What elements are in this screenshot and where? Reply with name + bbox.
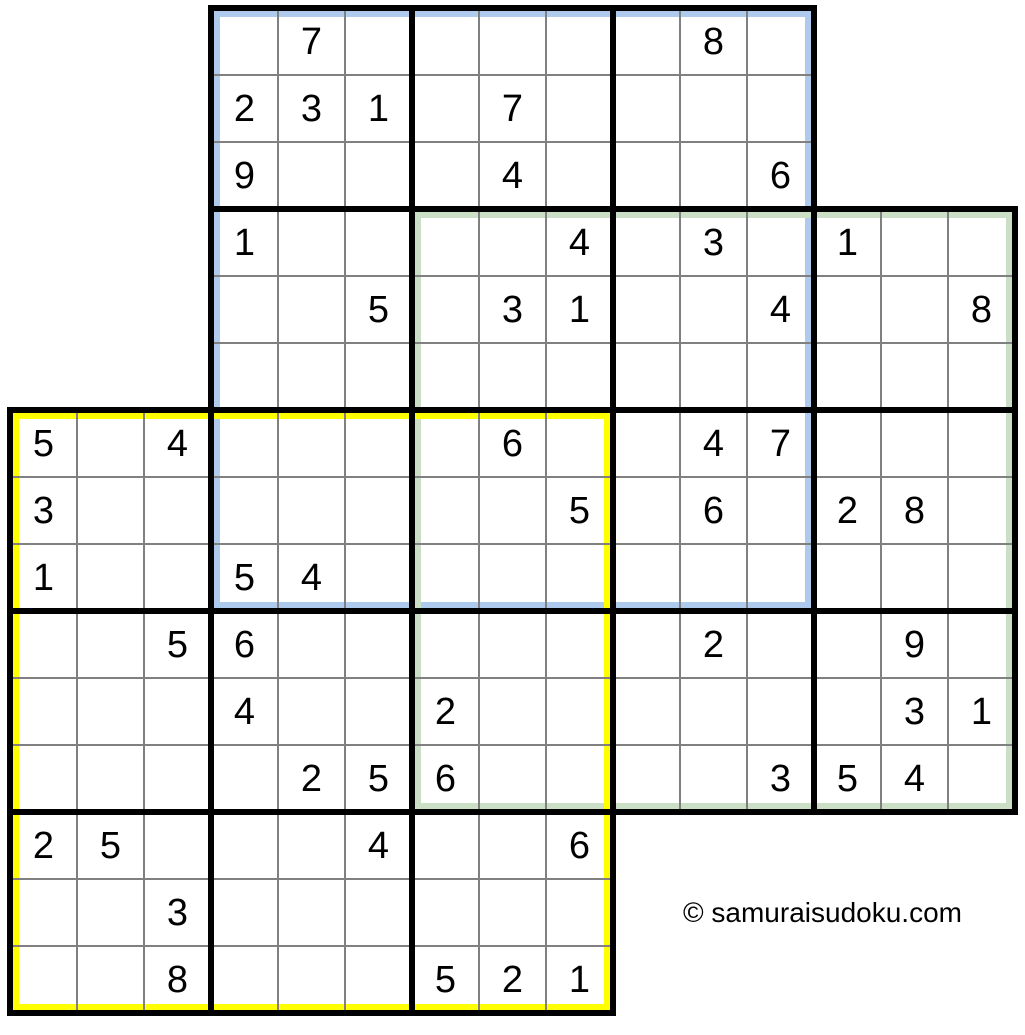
cell-r6c12[interactable]: [814, 410, 881, 477]
cell-r6c4[interactable]: [278, 410, 345, 477]
cell-r4c4[interactable]: [278, 276, 345, 343]
given-digit: 5: [434, 958, 457, 1001]
cell-r11c13: [881, 745, 948, 812]
given-digit: 5: [367, 288, 390, 331]
cell-r12c3[interactable]: [211, 812, 278, 879]
cell-r14c8: [546, 946, 613, 1013]
cell-r2c11: [747, 142, 814, 209]
cell-r3c7[interactable]: [479, 209, 546, 276]
given-digit: 3: [903, 690, 926, 733]
given-digit: 2: [501, 958, 524, 1001]
cell-r0c5[interactable]: [345, 8, 412, 75]
cell-r5c4[interactable]: [278, 343, 345, 410]
cell-r14c0[interactable]: [10, 946, 77, 1013]
cell-r8c0: [10, 544, 77, 611]
cell-r11c4: [278, 745, 345, 812]
cell-r3c12: [814, 209, 881, 276]
given-digit: 2: [300, 757, 323, 800]
cell-r8c4: [278, 544, 345, 611]
cell-r7c1[interactable]: [77, 477, 144, 544]
given-digit: 5: [32, 422, 55, 465]
given-digit: 1: [970, 690, 993, 733]
cell-r4c9[interactable]: [613, 276, 680, 343]
cell-r6c11: [747, 410, 814, 477]
given-digit: 3: [501, 288, 524, 331]
cell-r2c5[interactable]: [345, 142, 412, 209]
cell-r13c3[interactable]: [211, 879, 278, 946]
given-digit: 7: [300, 20, 323, 63]
cell-r11c9[interactable]: [613, 745, 680, 812]
given-digit: 2: [836, 489, 859, 532]
cell-r6c8[interactable]: [546, 410, 613, 477]
cell-r9c1[interactable]: [77, 611, 144, 678]
cell-r6c7: [479, 410, 546, 477]
cell-r4c3[interactable]: [211, 276, 278, 343]
cell-r8c9[interactable]: [613, 544, 680, 611]
cell-r11c5: [345, 745, 412, 812]
cell-r6c3[interactable]: [211, 410, 278, 477]
cell-r13c8[interactable]: [546, 879, 613, 946]
cell-r8c7[interactable]: [479, 544, 546, 611]
given-digit: 6: [568, 824, 591, 867]
cell-r9c2: [144, 611, 211, 678]
given-digit: 9: [233, 154, 256, 197]
cell-r11c6: [412, 745, 479, 812]
cell-r7c0: [10, 477, 77, 544]
cell-r8c11[interactable]: [747, 544, 814, 611]
cell-r7c8: [546, 477, 613, 544]
cell-r11c7[interactable]: [479, 745, 546, 812]
given-digit: 3: [166, 891, 189, 934]
cell-r5c6[interactable]: [412, 343, 479, 410]
cell-r14c4[interactable]: [278, 946, 345, 1013]
given-digit: 1: [568, 288, 591, 331]
cell-r11c2[interactable]: [144, 745, 211, 812]
cell-r6c6[interactable]: [412, 410, 479, 477]
given-digit: 2: [233, 87, 256, 130]
cell-r9c14[interactable]: [948, 611, 1015, 678]
cell-r11c12: [814, 745, 881, 812]
cell-r14c2: [144, 946, 211, 1013]
cell-r14c1[interactable]: [77, 946, 144, 1013]
cell-r12c7[interactable]: [479, 812, 546, 879]
cell-r10c2[interactable]: [144, 678, 211, 745]
given-digit: 6: [501, 422, 524, 465]
cell-r4c10[interactable]: [680, 276, 747, 343]
cell-r7c13: [881, 477, 948, 544]
cell-r11c11: [747, 745, 814, 812]
cell-r11c0[interactable]: [10, 745, 77, 812]
given-digit: 8: [702, 20, 725, 63]
cell-r2c7: [479, 142, 546, 209]
cell-r2c10[interactable]: [680, 142, 747, 209]
cell-r8c14[interactable]: [948, 544, 1015, 611]
cell-r4c6[interactable]: [412, 276, 479, 343]
cell-r9c3: [211, 611, 278, 678]
given-digit: 7: [501, 87, 524, 130]
cell-r8c1[interactable]: [77, 544, 144, 611]
cell-r9c8[interactable]: [546, 611, 613, 678]
cell-r11c10[interactable]: [680, 745, 747, 812]
cell-r1c7: [479, 75, 546, 142]
given-digit: 4: [300, 556, 323, 599]
given-digit: 7: [769, 422, 792, 465]
cell-r7c10: [680, 477, 747, 544]
cell-r10c11[interactable]: [747, 678, 814, 745]
cell-r0c9[interactable]: [613, 8, 680, 75]
given-digit: 2: [702, 623, 725, 666]
given-digit: 4: [903, 757, 926, 800]
given-digit: 8: [970, 288, 993, 331]
given-digit: 5: [568, 489, 591, 532]
given-digit: 8: [166, 958, 189, 1001]
cell-r10c12[interactable]: [814, 678, 881, 745]
cell-r3c9[interactable]: [613, 209, 680, 276]
cell-r11c8[interactable]: [546, 745, 613, 812]
cell-r12c8: [546, 812, 613, 879]
cell-r5c3[interactable]: [211, 343, 278, 410]
cell-r7c11[interactable]: [747, 477, 814, 544]
given-digit: 6: [769, 154, 792, 197]
cell-r7c7[interactable]: [479, 477, 546, 544]
given-digit: 4: [367, 824, 390, 867]
cell-r5c11[interactable]: [747, 343, 814, 410]
cell-r9c13: [881, 611, 948, 678]
cell-r12c6[interactable]: [412, 812, 479, 879]
cell-r9c4[interactable]: [278, 611, 345, 678]
given-digit: 1: [32, 556, 55, 599]
cell-r7c14[interactable]: [948, 477, 1015, 544]
cell-r4c8: [546, 276, 613, 343]
cell-r10c8[interactable]: [546, 678, 613, 745]
cell-r13c2: [144, 879, 211, 946]
cell-r3c13[interactable]: [881, 209, 948, 276]
cell-r0c10: [680, 8, 747, 75]
cell-r10c9[interactable]: [613, 678, 680, 745]
cell-r7c9[interactable]: [613, 477, 680, 544]
cell-r4c5: [345, 276, 412, 343]
cell-r7c5[interactable]: [345, 477, 412, 544]
cell-r13c0[interactable]: [10, 879, 77, 946]
cell-r9c12[interactable]: [814, 611, 881, 678]
cell-r7c6[interactable]: [412, 477, 479, 544]
cell-r6c9[interactable]: [613, 410, 680, 477]
cell-r7c4[interactable]: [278, 477, 345, 544]
given-digit: 4: [501, 154, 524, 197]
given-digit: 1: [568, 958, 591, 1001]
cell-r9c7[interactable]: [479, 611, 546, 678]
cell-r3c11[interactable]: [747, 209, 814, 276]
given-digit: 6: [702, 489, 725, 532]
cell-r7c2[interactable]: [144, 477, 211, 544]
cell-r12c1: [77, 812, 144, 879]
given-digit: 3: [300, 87, 323, 130]
cell-r13c6[interactable]: [412, 879, 479, 946]
cell-r0c3[interactable]: [211, 8, 278, 75]
cell-r10c14: [948, 678, 1015, 745]
cell-r6c10: [680, 410, 747, 477]
given-digit: 4: [702, 422, 725, 465]
cell-r11c3[interactable]: [211, 745, 278, 812]
given-digit: 5: [99, 824, 122, 867]
given-digit: 3: [769, 757, 792, 800]
cell-r11c1[interactable]: [77, 745, 144, 812]
cell-r10c6: [412, 678, 479, 745]
cell-r12c4[interactable]: [278, 812, 345, 879]
cell-r14c7: [479, 946, 546, 1013]
cell-r0c8[interactable]: [546, 8, 613, 75]
cell-r1c8[interactable]: [546, 75, 613, 142]
cell-r2c8[interactable]: [546, 142, 613, 209]
cell-r10c3: [211, 678, 278, 745]
cell-r6c13[interactable]: [881, 410, 948, 477]
cell-r14c6: [412, 946, 479, 1013]
cell-r5c8[interactable]: [546, 343, 613, 410]
cell-r1c5: [345, 75, 412, 142]
cell-r10c4[interactable]: [278, 678, 345, 745]
cell-r2c3: [211, 142, 278, 209]
cell-r13c5[interactable]: [345, 879, 412, 946]
given-digit: 5: [836, 757, 859, 800]
cell-r6c14[interactable]: [948, 410, 1015, 477]
cell-r14c3[interactable]: [211, 946, 278, 1013]
cell-r3c5[interactable]: [345, 209, 412, 276]
cell-r8c2[interactable]: [144, 544, 211, 611]
cell-r5c12[interactable]: [814, 343, 881, 410]
cell-r1c11[interactable]: [747, 75, 814, 142]
cell-r0c11[interactable]: [747, 8, 814, 75]
cell-r5c13[interactable]: [881, 343, 948, 410]
cell-r10c0[interactable]: [10, 678, 77, 745]
given-digit: 5: [233, 556, 256, 599]
given-digit: 1: [233, 221, 256, 264]
cell-r8c5[interactable]: [345, 544, 412, 611]
cell-r13c7[interactable]: [479, 879, 546, 946]
cell-r11c14[interactable]: [948, 745, 1015, 812]
cell-r4c12[interactable]: [814, 276, 881, 343]
cell-r14c5[interactable]: [345, 946, 412, 1013]
cell-r0c4: [278, 8, 345, 75]
cell-r7c3[interactable]: [211, 477, 278, 544]
cell-r9c9[interactable]: [613, 611, 680, 678]
given-digit: 2: [434, 690, 457, 733]
cell-r2c4[interactable]: [278, 142, 345, 209]
cell-r7c12: [814, 477, 881, 544]
cell-r4c11: [747, 276, 814, 343]
cell-r3c4[interactable]: [278, 209, 345, 276]
given-digit: 6: [233, 623, 256, 666]
cell-r6c0: [10, 410, 77, 477]
cell-r13c1[interactable]: [77, 879, 144, 946]
given-digit: 4: [233, 690, 256, 733]
given-digit: 5: [166, 623, 189, 666]
cell-r8c13[interactable]: [881, 544, 948, 611]
given-digit: 4: [568, 221, 591, 264]
cell-r5c14[interactable]: [948, 343, 1015, 410]
given-digit: 4: [769, 288, 792, 331]
cell-r1c4: [278, 75, 345, 142]
cell-r2c9[interactable]: [613, 142, 680, 209]
cell-r5c9[interactable]: [613, 343, 680, 410]
given-digit: 8: [903, 489, 926, 532]
given-digit: 6: [434, 757, 457, 800]
cell-r10c13: [881, 678, 948, 745]
cell-r8c10[interactable]: [680, 544, 747, 611]
cell-r6c2: [144, 410, 211, 477]
cell-r1c10[interactable]: [680, 75, 747, 142]
given-digit: 1: [367, 87, 390, 130]
cell-r0c7[interactable]: [479, 8, 546, 75]
cell-r10c10[interactable]: [680, 678, 747, 745]
cell-r1c3: [211, 75, 278, 142]
cell-r12c5: [345, 812, 412, 879]
cell-r3c14[interactable]: [948, 209, 1015, 276]
cell-r4c14: [948, 276, 1015, 343]
cell-r10c7[interactable]: [479, 678, 546, 745]
cell-r9c6[interactable]: [412, 611, 479, 678]
cell-r9c5[interactable]: [345, 611, 412, 678]
cell-r12c0: [10, 812, 77, 879]
cell-r5c10[interactable]: [680, 343, 747, 410]
given-digit: 4: [166, 422, 189, 465]
cell-r13c4[interactable]: [278, 879, 345, 946]
given-digit: 9: [903, 623, 926, 666]
cell-r2c6[interactable]: [412, 142, 479, 209]
cell-r4c7: [479, 276, 546, 343]
cell-r9c11[interactable]: [747, 611, 814, 678]
given-digit: 3: [32, 489, 55, 532]
cell-r10c5[interactable]: [345, 678, 412, 745]
given-digit: 2: [32, 824, 55, 867]
cell-r1c6[interactable]: [412, 75, 479, 142]
given-digit: 5: [367, 757, 390, 800]
cell-r12c2[interactable]: [144, 812, 211, 879]
cell-r6c5[interactable]: [345, 410, 412, 477]
cell-r9c10: [680, 611, 747, 678]
copyright-text: © samuraisudoku.com: [683, 897, 962, 928]
cell-r3c6[interactable]: [412, 209, 479, 276]
given-digit: 3: [702, 221, 725, 264]
cell-r5c7[interactable]: [479, 343, 546, 410]
cell-r9c0[interactable]: [10, 611, 77, 678]
cell-r1c9[interactable]: [613, 75, 680, 142]
cell-r6c1[interactable]: [77, 410, 144, 477]
cell-r3c3: [211, 209, 278, 276]
cell-r5c5[interactable]: [345, 343, 412, 410]
cell-r8c8[interactable]: [546, 544, 613, 611]
cell-r4c13[interactable]: [881, 276, 948, 343]
cell-r0c6[interactable]: [412, 8, 479, 75]
cell-r8c12[interactable]: [814, 544, 881, 611]
given-digit: 1: [836, 221, 859, 264]
cell-r3c10: [680, 209, 747, 276]
cell-r8c3: [211, 544, 278, 611]
cell-r10c1[interactable]: [77, 678, 144, 745]
cell-r3c8: [546, 209, 613, 276]
cell-r8c6[interactable]: [412, 544, 479, 611]
